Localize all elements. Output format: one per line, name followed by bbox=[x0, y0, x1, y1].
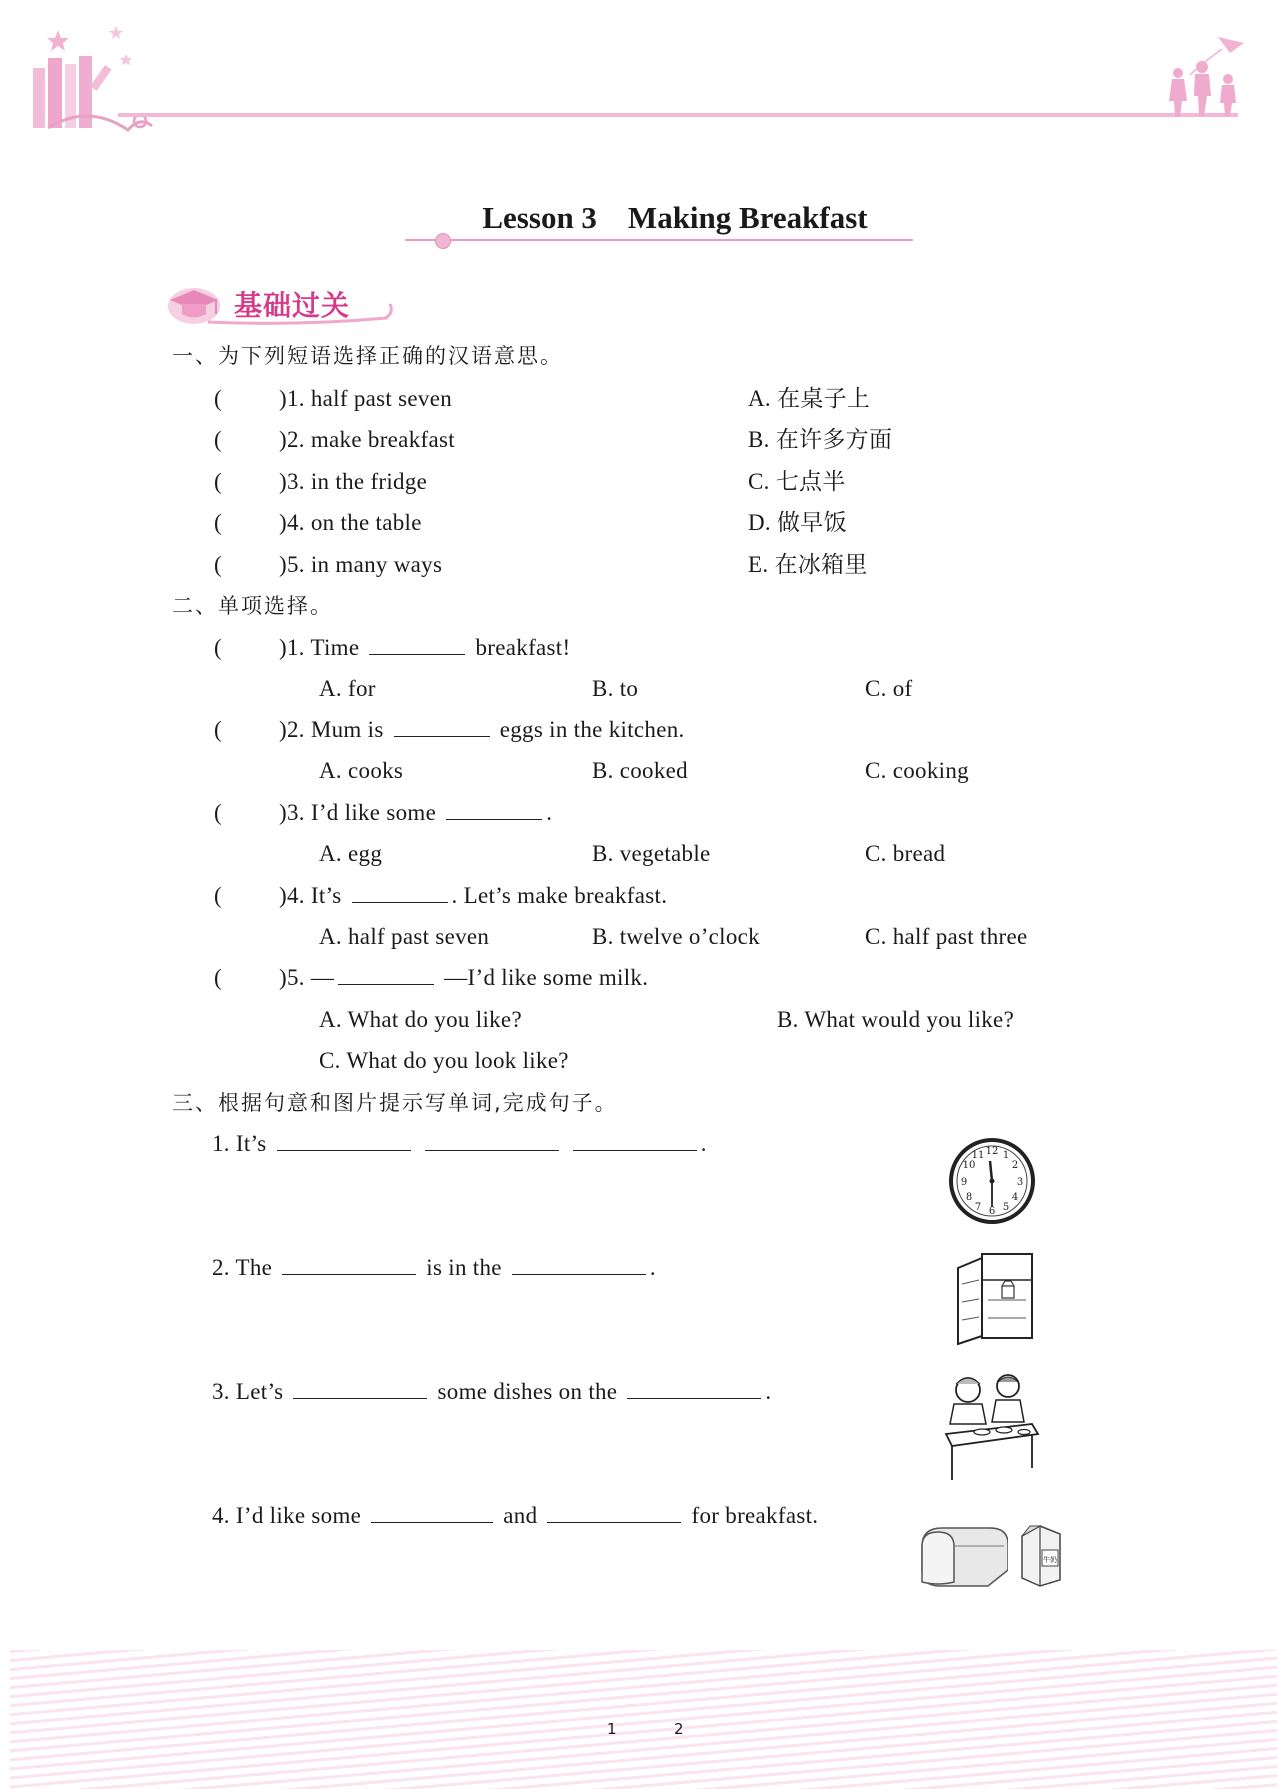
s2-question-4 bbox=[279, 882, 667, 910]
s2-question-2 bbox=[279, 716, 685, 744]
s1-option-d: D. 做早饭 bbox=[748, 510, 847, 535]
s1-item-5: )5. in many ways bbox=[279, 552, 443, 577]
q-text: . bbox=[765, 1379, 772, 1404]
answer-blank[interactable] bbox=[394, 716, 490, 737]
answer-paren: ( bbox=[214, 552, 222, 577]
clock-icon bbox=[948, 1137, 1036, 1225]
s3-question-1 bbox=[212, 1130, 707, 1158]
s1-option-a: A. 在桌子上 bbox=[748, 386, 871, 411]
answer-blank[interactable] bbox=[338, 964, 434, 985]
s1-item-2: )2. make breakfast bbox=[279, 427, 455, 452]
page-number-left: 1 bbox=[607, 1720, 617, 1738]
section-3-heading: 三、根据句意和图片提示写单词,完成句子。 bbox=[172, 1091, 618, 1115]
q-text: )4. It’s bbox=[279, 883, 342, 908]
clock-number-6: 6 bbox=[988, 1206, 996, 1217]
clock-number-11: 11 bbox=[971, 1150, 985, 1161]
answer-paren: ( bbox=[214, 965, 222, 990]
clock-number-9: 9 bbox=[960, 1177, 968, 1188]
q-text: some dishes on the bbox=[437, 1379, 618, 1404]
answer-paren: ( bbox=[214, 386, 222, 411]
answer-blank[interactable] bbox=[627, 1378, 761, 1399]
q-text: 1. It’s bbox=[212, 1131, 267, 1156]
s1-option-b: B. 在许多方面 bbox=[748, 427, 893, 452]
q-text: . bbox=[700, 1131, 707, 1156]
footer-band bbox=[10, 1650, 1277, 1789]
answer-paren: ( bbox=[214, 427, 222, 452]
answer-blank[interactable] bbox=[371, 1502, 493, 1523]
q-text: eggs in the kitchen. bbox=[499, 717, 685, 742]
s2-q1-option-b: B. to bbox=[592, 676, 639, 701]
s2-q2-option-a: A. cooks bbox=[319, 758, 404, 783]
q-text: —I’d like some milk. bbox=[444, 965, 649, 990]
q-text: and bbox=[503, 1503, 538, 1528]
answer-blank[interactable] bbox=[282, 1254, 416, 1275]
s1-item-3: )3. in the fridge bbox=[279, 469, 428, 494]
answer-blank[interactable] bbox=[547, 1502, 681, 1523]
clock-number-12: 12 bbox=[985, 1146, 999, 1157]
s2-q1-option-c: C. of bbox=[865, 676, 913, 701]
q-text: )5. — bbox=[279, 965, 335, 990]
s2-q5-option-c: C. What do you look like? bbox=[319, 1048, 569, 1073]
s2-q5-option-a: A. What do you like? bbox=[319, 1007, 522, 1032]
s2-q2-option-b: B. cooked bbox=[592, 758, 688, 783]
clock-number-2: 2 bbox=[1011, 1160, 1019, 1171]
s2-q3-option-c: C. bread bbox=[865, 841, 946, 866]
clock-number-5: 5 bbox=[1002, 1202, 1010, 1213]
s2-question-1 bbox=[279, 634, 570, 662]
q-text: 3. Let’s bbox=[212, 1379, 284, 1404]
answer-paren: ( bbox=[214, 800, 222, 825]
q-text: for breakfast. bbox=[691, 1503, 819, 1528]
title-underline bbox=[405, 239, 913, 241]
s1-option-c: C. 七点半 bbox=[748, 469, 846, 494]
answer-blank[interactable] bbox=[573, 1130, 697, 1151]
section-badge bbox=[168, 280, 398, 328]
page-number-right: 2 bbox=[674, 1720, 684, 1738]
s2-q5-option-b: B. What would you like? bbox=[777, 1007, 1015, 1032]
answer-blank[interactable] bbox=[277, 1130, 411, 1151]
q-text: . Let’s make breakfast. bbox=[451, 883, 668, 908]
q-text: . bbox=[546, 800, 553, 825]
section-2-heading: 二、单项选择。 bbox=[172, 594, 333, 618]
s1-item-1: )1. half past seven bbox=[279, 386, 453, 411]
answer-blank[interactable] bbox=[425, 1130, 559, 1151]
clock-number-3: 3 bbox=[1016, 1177, 1024, 1188]
s2-q3-option-b: B. vegetable bbox=[592, 841, 711, 866]
answer-blank[interactable] bbox=[369, 634, 465, 655]
q-text: is in the bbox=[426, 1255, 502, 1280]
q-text: )3. I’d like some bbox=[279, 800, 437, 825]
s2-q4-option-b: B. twelve o’clock bbox=[592, 924, 760, 949]
answer-paren: ( bbox=[214, 635, 222, 660]
answer-blank[interactable] bbox=[512, 1254, 646, 1275]
q-text: 4. I’d like some bbox=[212, 1503, 362, 1528]
clock-number-10: 10 bbox=[962, 1160, 976, 1171]
clock-number-8: 8 bbox=[965, 1192, 973, 1203]
badge-label: 基础过关 bbox=[234, 289, 351, 322]
s3-question-3 bbox=[212, 1378, 771, 1406]
answer-blank[interactable] bbox=[446, 799, 542, 820]
s2-q2-option-c: C. cooking bbox=[865, 758, 969, 783]
bread-icon bbox=[918, 1518, 1008, 1588]
clock-number-4: 4 bbox=[1011, 1192, 1019, 1203]
s2-q3-option-a: A. egg bbox=[319, 841, 383, 866]
answer-blank[interactable] bbox=[293, 1378, 427, 1399]
section-1-heading: 一、为下列短语选择正确的汉语意思。 bbox=[172, 344, 563, 368]
s2-question-3 bbox=[279, 799, 552, 827]
clock-number-7: 7 bbox=[974, 1202, 982, 1213]
answer-paren: ( bbox=[214, 510, 222, 535]
q-text: 2. The bbox=[212, 1255, 273, 1280]
s2-q4-option-c: C. half past three bbox=[865, 924, 1028, 949]
page-title: Lesson 3 Making Breakfast bbox=[482, 200, 868, 235]
q-text: )2. Mum is bbox=[279, 717, 384, 742]
s3-question-4 bbox=[212, 1502, 818, 1530]
q-text: . bbox=[649, 1255, 656, 1280]
fridge-icon bbox=[952, 1250, 1040, 1346]
answer-paren: ( bbox=[214, 883, 222, 908]
header-rule bbox=[118, 113, 1238, 117]
answer-blank[interactable] bbox=[352, 882, 448, 903]
s1-item-4: )4. on the table bbox=[279, 510, 422, 535]
s2-question-5 bbox=[279, 964, 648, 992]
q-text: )1. Time bbox=[279, 635, 360, 660]
children-kite-icon bbox=[1160, 35, 1255, 120]
clock-number-1: 1 bbox=[1002, 1150, 1010, 1161]
answer-paren: ( bbox=[214, 469, 222, 494]
s3-question-2 bbox=[212, 1254, 656, 1282]
milk-label: 牛奶 bbox=[1043, 1556, 1057, 1564]
s2-q1-option-a: A. for bbox=[319, 676, 376, 701]
milk-carton-icon bbox=[1012, 1522, 1070, 1588]
q-text: breakfast! bbox=[475, 635, 571, 660]
s1-option-e: E. 在冰箱里 bbox=[748, 552, 868, 577]
title-dot-icon bbox=[435, 233, 451, 249]
answer-paren: ( bbox=[214, 717, 222, 742]
setting-table-icon bbox=[942, 1372, 1042, 1482]
s2-q4-option-a: A. half past seven bbox=[319, 924, 490, 949]
